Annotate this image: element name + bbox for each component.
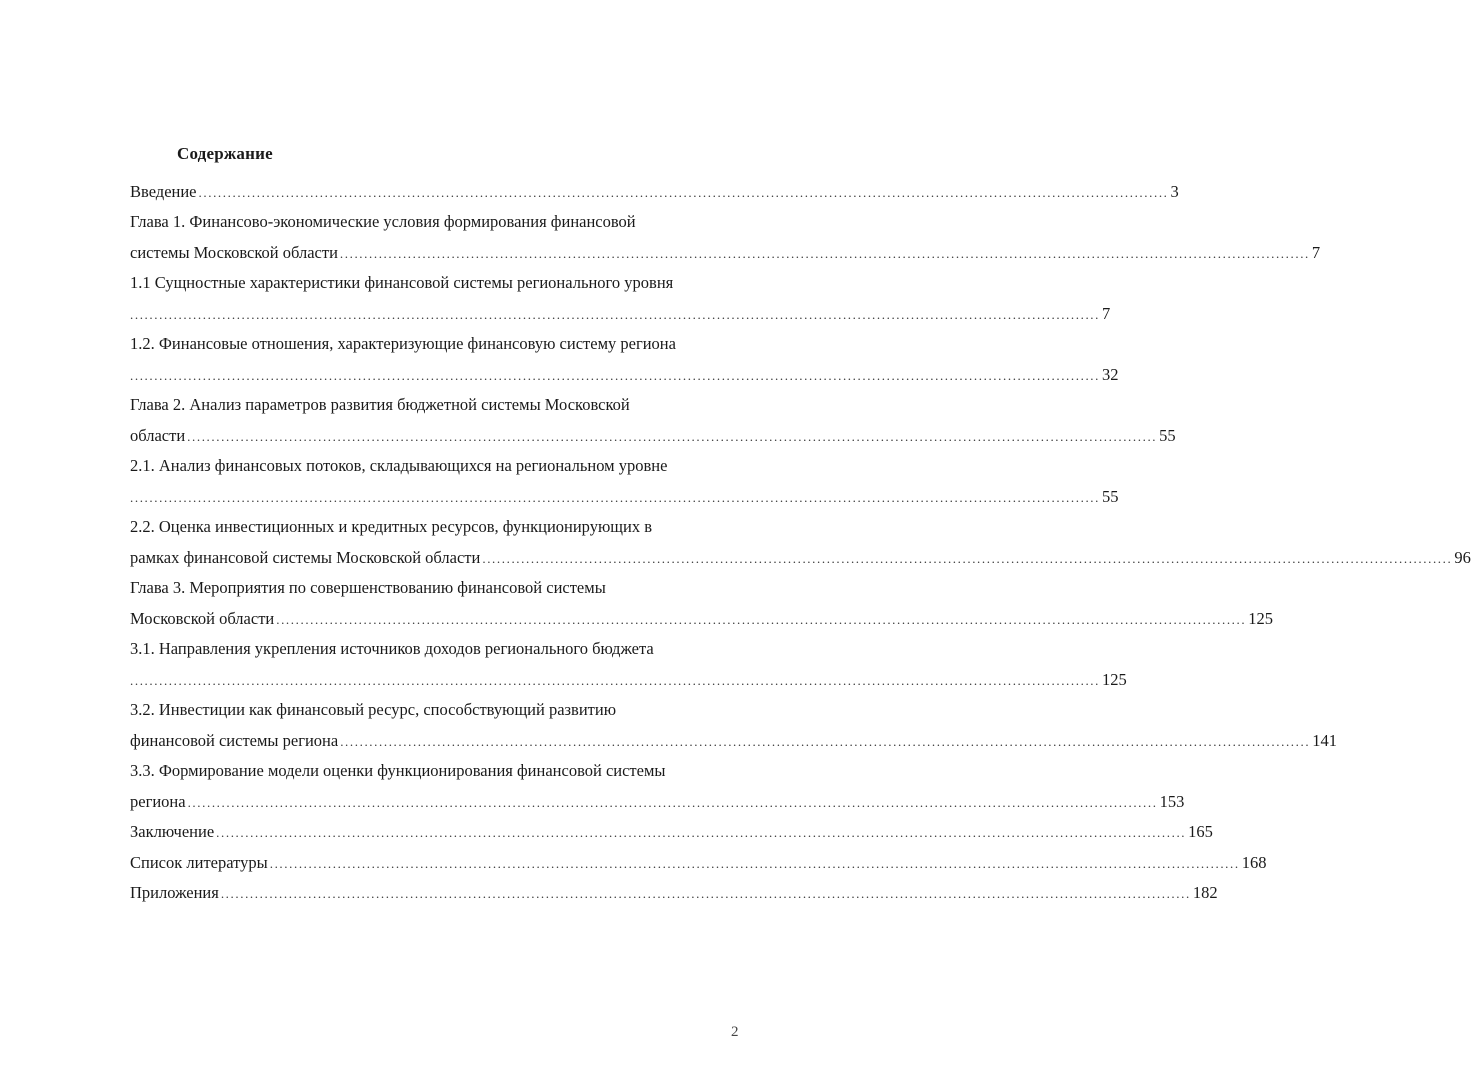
toc-entry-page: 125 (1102, 669, 1127, 689)
toc-entry (130, 355, 1119, 386)
toc-entry-text: Московской области (130, 608, 275, 628)
toc-entry (130, 599, 1273, 630)
toc-entry-text: 3.3. Формирование модели оценки функционирования финансовой системы (130, 761, 666, 780)
toc-entry (130, 782, 1185, 813)
toc-entry-text: 2.1. Анализ финансовых потоков, складывающихся на региональном уровне (130, 456, 668, 475)
toc-entry-page: 96 (1454, 547, 1471, 567)
dot-leader: ........................................................................................................................................................................................................ (216, 825, 1187, 840)
toc-entry-text: области (130, 425, 186, 445)
toc-entry-page: 182 (1192, 883, 1218, 902)
page-title: Содержание (177, 144, 273, 163)
toc-entry-text: финансовой системы региона (130, 730, 339, 750)
toc-entry (130, 416, 1176, 447)
toc-entry-text: 1.1 Сущностные характеристики финансовой системы регионального уровня (130, 273, 674, 292)
toc-entry-text: 3.2. Инвестиции как финансовый ресурс, способствующий развитию (130, 700, 617, 719)
toc-entry-text: региона (130, 791, 186, 811)
toc-entry-page: 7 (1311, 242, 1321, 262)
toc-entry (130, 721, 1337, 752)
toc-entry-page: 3 (1170, 181, 1179, 201)
toc-entry-page: 55 (1102, 486, 1119, 506)
toc-entry-text: 3.1. Направления укрепления источников доходов регионального бюджета (130, 639, 654, 658)
toc-entry-text: Глава 2. Анализ параметров развития бюджетной системы Московской (130, 395, 630, 414)
dot-leader: ........................................................................................................................................................................................................ (187, 794, 1158, 810)
toc-entry-text: Список литературы (130, 852, 268, 872)
toc-entry (130, 630, 740, 661)
toc-entry-page: 165 (1188, 822, 1213, 841)
toc-entry (130, 386, 740, 417)
toc-entry-text: 2.2. Оценка инвестиционных и кредитных ресурсов, функционирующих в (130, 517, 652, 536)
dot-leader: ........................................................................................................................................................................................................ (130, 489, 1100, 505)
toc-entry (130, 538, 1471, 569)
toc-entry (130, 843, 1267, 874)
dot-leader: ........................................................................................................................................................................................................ (130, 367, 1100, 383)
toc-entry-page: 125 (1248, 608, 1273, 628)
page-number: 2 (731, 1024, 739, 1040)
toc-entry (130, 508, 740, 539)
toc-entry-text: Приложения (130, 883, 219, 902)
toc-entry (130, 874, 1218, 905)
toc-entry (130, 203, 740, 234)
toc-entry (130, 691, 740, 722)
dot-leader: ........................................................................................................................................................................................................ (482, 550, 1453, 566)
dot-leader: ........................................................................................................................................................................................................ (198, 184, 1169, 200)
toc-entry (130, 447, 740, 478)
toc-entry-page: 153 (1159, 791, 1185, 811)
toc-entry-page: 168 (1241, 852, 1267, 872)
toc-entry-text: Глава 3. Мероприятия по совершенствованию финансовой системы (130, 578, 606, 597)
toc-entry-page: 32 (1102, 364, 1119, 384)
toc-entry (130, 752, 740, 783)
toc-entry-text: Введение (130, 181, 197, 201)
dot-leader: ........................................................................................................................................................................................................ (276, 611, 1247, 627)
toc-entry (130, 813, 1213, 844)
toc-entry (130, 294, 1111, 325)
toc-entry-text: Глава 1. Финансово-экономические условия формирования финансовой (130, 212, 636, 231)
toc-entry-text: 1.2. Финансовые отношения, характеризующие финансовую систему региона (130, 334, 676, 353)
toc-entry (130, 172, 1179, 203)
dot-leader: ........................................................................................................................................................................................................ (269, 855, 1240, 871)
toc-entry (130, 233, 1321, 264)
dot-leader: ........................................................................................................................................................................................................ (220, 886, 1191, 901)
toc-entry-page: 141 (1312, 730, 1337, 750)
dot-leader: ........................................................................................................................................................................................................ (130, 306, 1100, 322)
dot-leader: ........................................................................................................................................................................................................ (130, 672, 1100, 688)
dot-leader: ........................................................................................................................................................................................................ (187, 428, 1158, 444)
toc-entry (130, 477, 1119, 508)
toc-entry-text: Заключение (130, 822, 215, 841)
toc-entry (130, 264, 740, 295)
dot-leader: ........................................................................................................................................................................................................ (339, 245, 1310, 261)
toc-entry-text: системы Московской области (130, 242, 338, 262)
dot-leader: ........................................................................................................................................................................................................ (340, 733, 1311, 749)
toc-entry (130, 325, 740, 356)
toc-entry-text: рамках финансовой системы Московской области (130, 547, 481, 567)
toc-entry (130, 569, 740, 600)
toc-entry (130, 660, 1127, 691)
toc-entry-page: 7 (1102, 303, 1111, 323)
table-of-contents (130, 172, 1471, 904)
toc-entry-page: 55 (1159, 425, 1176, 445)
